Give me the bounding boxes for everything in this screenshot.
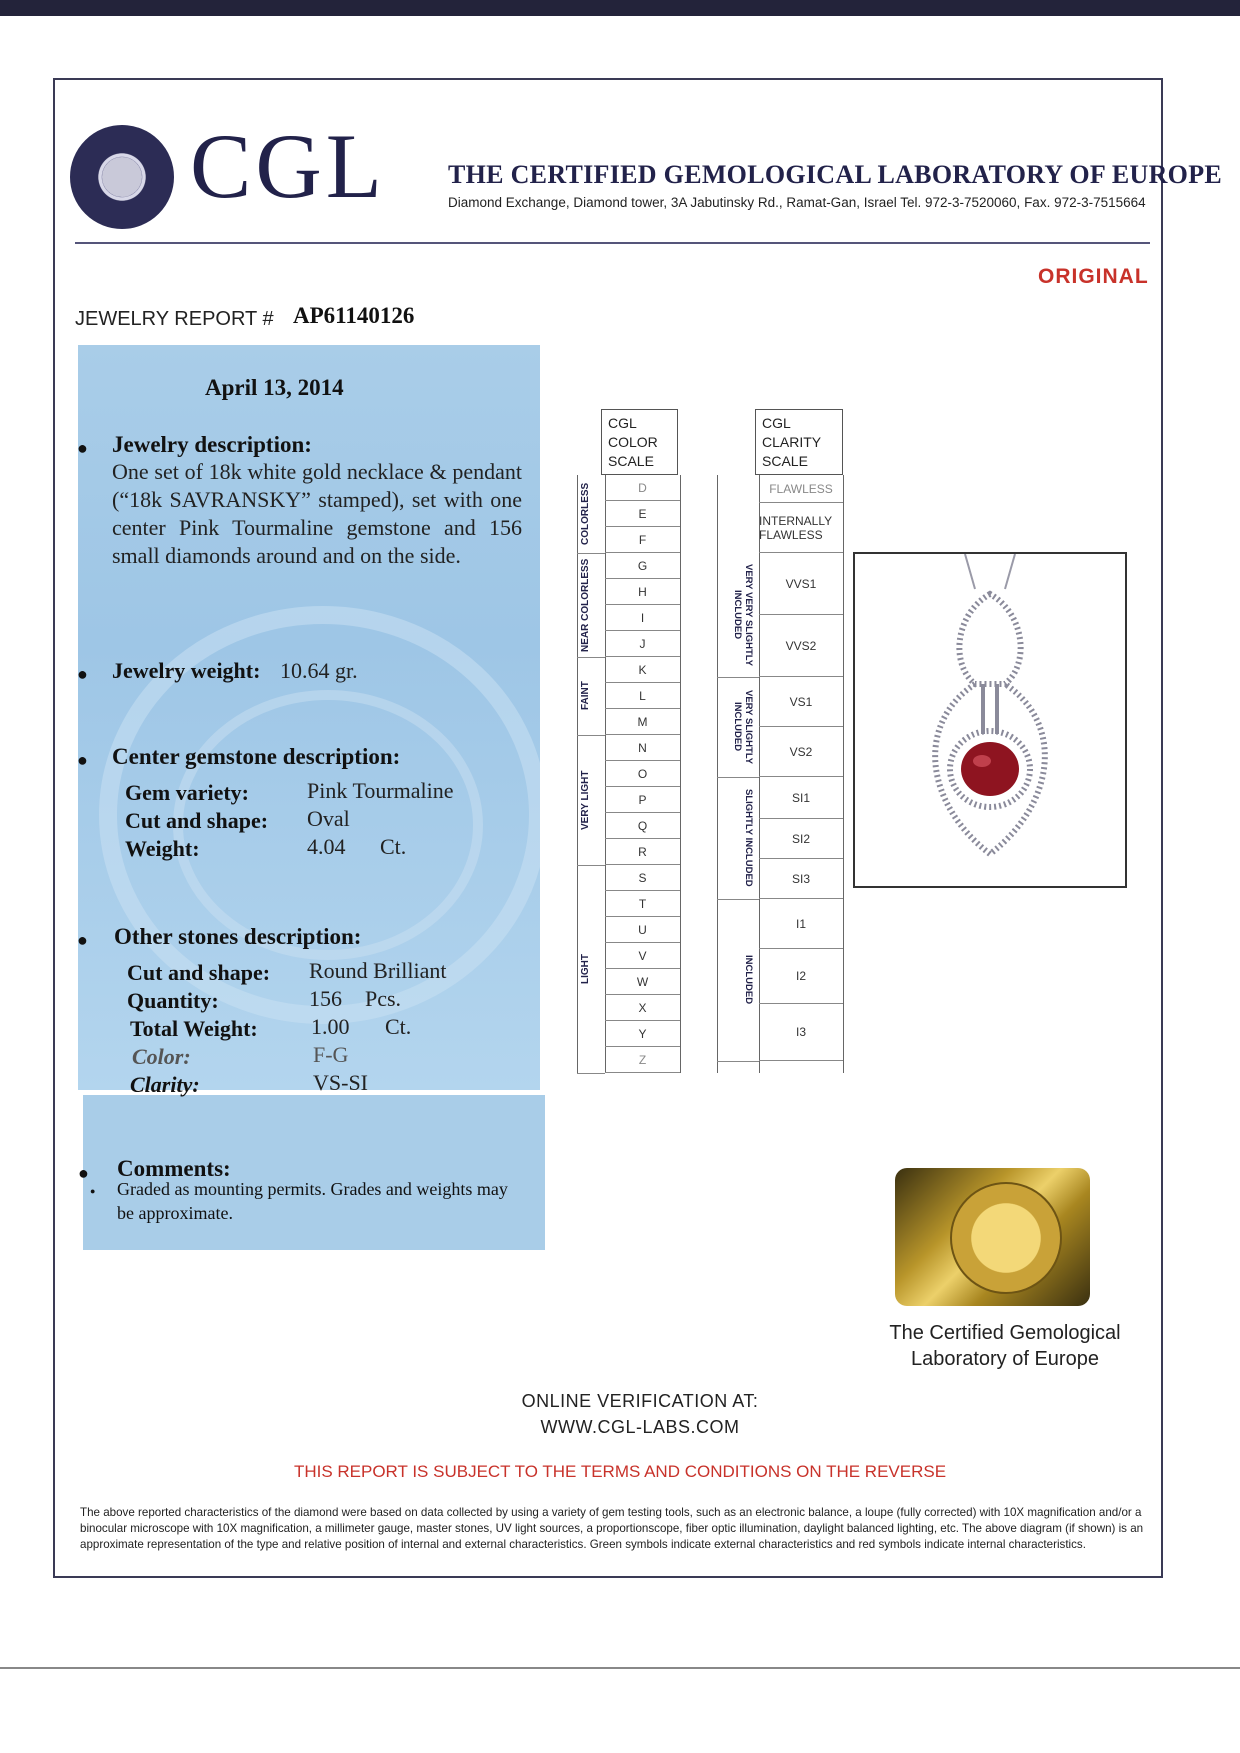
color-grade-u: U (605, 917, 680, 943)
bullet: ● (77, 438, 88, 458)
hologram-disc (950, 1182, 1062, 1294)
online-verification (450, 1388, 830, 1440)
color-grade-h: H (605, 579, 680, 605)
color-grade-x: X (605, 995, 680, 1021)
comments-title: Comments: (117, 1156, 231, 1181)
verification-label: ONLINE VERIFICATION AT: (521, 1391, 759, 1411)
color-grade-e: E (605, 501, 680, 527)
terms-notice: THIS REPORT IS SUBJECT TO THE TERMS AND CONDITIONS ON THE REVERSE (293, 1462, 947, 1481)
scan-top-edge (0, 0, 1240, 16)
color-grade-o: O (605, 761, 680, 787)
color-grade-k: K (605, 657, 680, 683)
color-scale-title-1: CGL (608, 415, 637, 431)
jewelry-weight-value: 10.64 gr. (280, 658, 358, 683)
stones-cut-value: Round Brilliant (309, 958, 447, 983)
clarity-group-included: INCLUDED (743, 955, 754, 1005)
color-grade-f: F (605, 527, 680, 553)
color-grade-q: Q (605, 813, 680, 839)
bullet: ● (77, 750, 88, 770)
clarity-scale-left-border (717, 475, 718, 1073)
seal-core (102, 157, 142, 197)
color-group-near-colorless: NEAR COLORLESS (580, 558, 591, 652)
color-grade-d: D (605, 475, 680, 501)
hologram-caption: The Certified Gemological Laboratory of Europe (889, 1322, 1121, 1370)
color-grade-y: Y (605, 1021, 680, 1047)
stones-total-weight-unit: Ct. (385, 1014, 412, 1039)
header-divider (75, 242, 1150, 244)
lab-seal-logo (70, 125, 174, 229)
clarity-scale-title-1: CGL (762, 415, 791, 431)
clarity-group-very-slightly-included: VERY SLIGHTLY INCLUDED (732, 689, 754, 765)
clarity-group-separator (717, 1061, 759, 1062)
clarity-grade-vvs1: VVS1 (759, 553, 843, 615)
color-grade-v: V (605, 943, 680, 969)
color-scale-header (601, 409, 678, 475)
clarity-grade-si2: SI2 (759, 819, 843, 859)
stones-quantity-value: 156 (309, 986, 342, 1011)
report-date: April 13, 2014 (205, 375, 344, 400)
stones-quantity-label: Quantity: (127, 988, 219, 1013)
color-scale-left-border (577, 475, 578, 1073)
color-grade-s: S (605, 865, 680, 891)
color-grade-g: G (605, 553, 680, 579)
clarity-grade-vs2: VS2 (759, 727, 843, 777)
bullet: ● (77, 664, 88, 684)
hologram-seal (895, 1168, 1090, 1306)
color-grade-w: W (605, 969, 680, 995)
stones-total-weight-label: Total Weight: (130, 1016, 258, 1041)
clarity-grade-vs1: VS1 (759, 677, 843, 727)
stones-color-label: Color: (132, 1044, 191, 1069)
color-grade-m: M (605, 709, 680, 735)
stones-total-weight-value: 1.00 (311, 1014, 350, 1039)
gem-weight-label: Weight: (125, 836, 200, 861)
color-scale-title-3: SCALE (608, 453, 654, 469)
color-scale-right-border (680, 475, 681, 1073)
clarity-grade-internally-flawless: INTERNALLY FLAWLESS (759, 503, 843, 553)
other-stones-title: Other stones description: (114, 924, 362, 949)
jewelry-weight-label: Jewelry weight: (112, 658, 261, 683)
bullet: ● (78, 1163, 89, 1183)
color-grade-r: R (605, 839, 680, 865)
clarity-scale-right-border (843, 475, 844, 1073)
comments-text: Graded as mounting permits. Grades and weights may be approximate. (117, 1179, 508, 1223)
color-grade-t: T (605, 891, 680, 917)
clarity-scale-title-2: CLARITY (762, 434, 822, 450)
clarity-group-very-very-slightly-included: VERY VERY SLIGHTLY INCLUDED (732, 563, 754, 667)
stones-quantity-unit: Pcs. (365, 986, 402, 1011)
clarity-grade-si1: SI1 (759, 777, 843, 819)
lab-address: Diamond Exchange, Diamond tower, 3A Jabutinsky Rd., Ramat-Gan, Israel Tel. 972-3-7520060, Fax. 972-3-7515664 (448, 195, 1146, 210)
lab-name: THE CERTIFIED GEMOLOGICAL LABORATORY OF EUROPE (448, 160, 1223, 189)
gem-weight-value: 4.04 (307, 834, 346, 859)
clarity-grade-i2: I2 (759, 949, 843, 1004)
color-group-very-light: VERY LIGHT (580, 770, 591, 830)
gem-cut-value: Oval (307, 806, 350, 831)
gem-weight-unit: Ct. (380, 834, 407, 859)
color-scale-title-2: COLOR (608, 434, 658, 450)
small-bullet: ● (90, 1186, 96, 1196)
bullet: ● (77, 930, 88, 950)
cgl-logo-text: CGL (190, 115, 386, 217)
color-group-separator (577, 1073, 605, 1074)
gem-cut-label: Cut and shape: (125, 808, 269, 833)
clarity-group-slightly-included: SLIGHTLY INCLUDED (743, 789, 754, 887)
color-grade-z: Z (605, 1047, 680, 1073)
clarity-scale-header (755, 409, 843, 475)
jewelry-description-title: Jewelry description: (112, 432, 312, 457)
color-grade-n: N (605, 735, 680, 761)
stones-cut-label: Cut and shape: (127, 960, 271, 985)
color-group-light: LIGHT (580, 954, 591, 984)
color-group-faint: FAINT (580, 681, 591, 711)
report-number-label: JEWELRY REPORT # (75, 308, 274, 330)
gem-variety-value: Pink Tourmaline (307, 778, 454, 803)
clarity-grade-i1: I1 (759, 899, 843, 949)
stones-clarity-value: VS-SI (313, 1070, 369, 1095)
color-grade-i: I (605, 605, 680, 631)
clarity-scale-title-3: SCALE (762, 453, 808, 469)
center-gemstone-title: Center gemstone description: (112, 744, 401, 769)
color-grade-j: J (605, 631, 680, 657)
report-number: AP61140126 (293, 303, 415, 328)
verification-url: WWW.CGL-LABS.COM (540, 1417, 740, 1437)
disclaimer-fineprint: The above reported characteristics of the diamond were based on data collected by using a variety of gem testing tools, such as an electronic balance, a loupe (fully corrected) with 10X magnification and/or a binocular microscope with 10X magnification, a millimeter gauge, master stones, UV light sources, a proportionscope, fiber optic illumination, daylight balanced lighting, etc. The above diagram (if shown) is an approximate representation of the type and relative position of internal and external characteristics. Green symbols indicate external characteristics and red symbols indicate internal characteristics. (80, 1506, 1144, 1551)
scan-bottom-edge (0, 1667, 1240, 1669)
jewelry-description-text: One set of 18k white gold necklace & pendant (“18k SAVRANSKY” stamped), set with one center Pink Tourmaline gemstone and 156 small diamonds around and on the side. (112, 459, 522, 568)
jewelry-photo (853, 552, 1127, 888)
clarity-grade-i3: I3 (759, 1004, 843, 1061)
color-group-colorless: COLORLESS (580, 482, 591, 546)
original-stamp: ORIGINAL (1038, 265, 1149, 288)
stones-color-value: F-G (313, 1042, 349, 1067)
color-grade-l: L (605, 683, 680, 709)
gem-variety-label: Gem variety: (125, 780, 249, 805)
clarity-grade-si3: SI3 (759, 859, 843, 899)
clarity-grade-flawless: FLAWLESS (759, 475, 843, 503)
clarity-grade-vvs2: VVS2 (759, 615, 843, 677)
pendant-illustration (855, 554, 1125, 886)
color-grade-p: P (605, 787, 680, 813)
stones-clarity-label: Clarity: (130, 1072, 200, 1097)
